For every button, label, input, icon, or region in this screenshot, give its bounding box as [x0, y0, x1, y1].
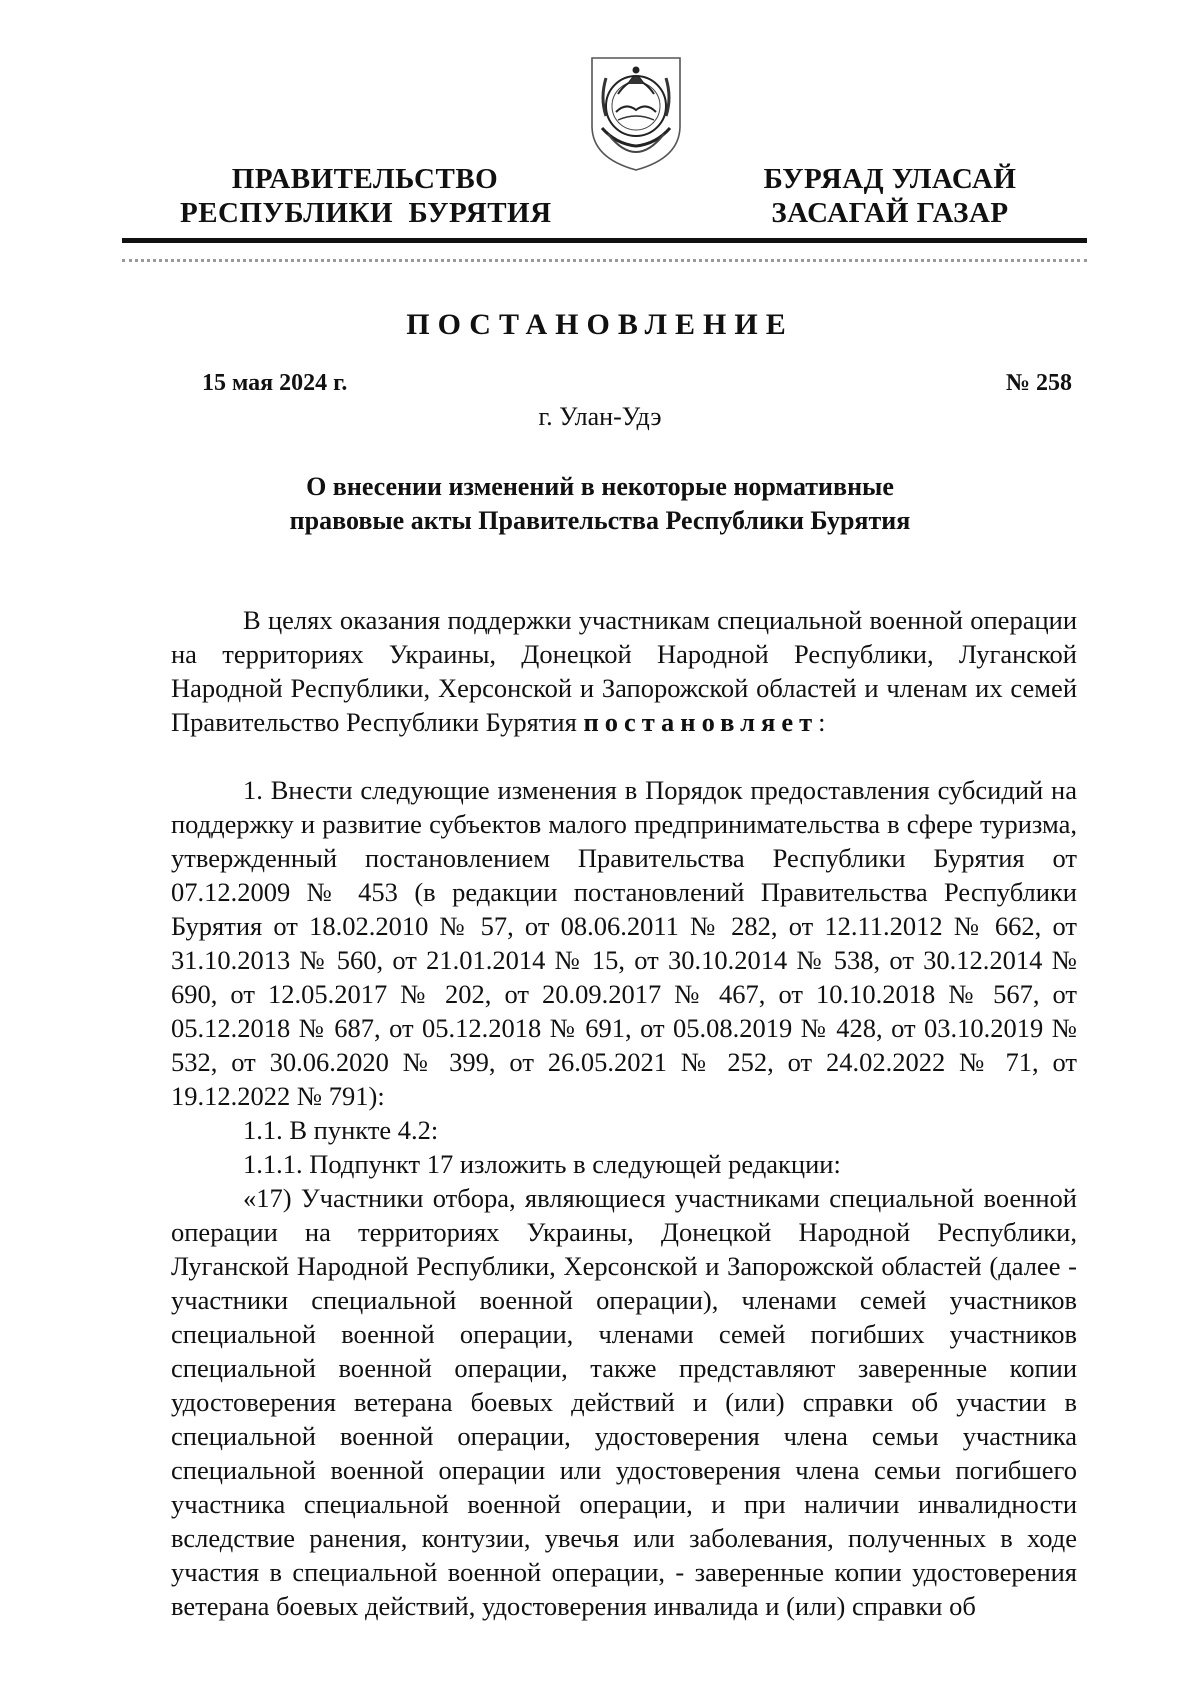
preamble-emphasis: постановляет — [583, 707, 819, 737]
document-title-line2: правовые акты Правительства Республики Бурятия — [289, 506, 911, 535]
document-title — [170, 470, 1030, 538]
preamble-paragraph — [171, 603, 1077, 739]
item-1-1-paragraph: 1.1. В пункте 4.2: — [243, 1115, 439, 1145]
org-name-buryat-line1: БУРЯАД УЛАСАЙ — [763, 163, 1017, 195]
document-date: 15 мая 2024 г. — [202, 370, 348, 396]
document-type: ПОСТАНОВЛЕНИЕ — [406, 308, 794, 341]
preamble-end: : — [818, 707, 826, 737]
item-1-paragraph: 1. Внести следующие изменения в Порядок предоставления субсидий на поддержку и развитие субъектов малого предпринимательства в сфере туризма, утвержденный постановлением Правительства Республики Бурятия от 07.12.2009 № 453 (в редакции постановлений Правительства Республики Бурятия от 18.02.2010 № 57, от 08.06.2011 № 282, от 12.11.2012 № 662, от 31.10.2013 № 560, от 21.01.2014 № 15, от 30.10.2014 № 538, от 30.12.2014 № 690, от 12.05.2017 № 202, от 20.09.2017 № 467, от 10.10.2018 № 567, от 05.12.2018 № 687, от 05.12.2018 № 691, от 05.08.2019 № 428, от 03.10.2019 № 532, от 30.06.2020 № 399, от 26.05.2021 № 252, от 24.02.2022 № 71, от 19.12.2022 № 791): — [171, 775, 1077, 1111]
document-title-line1: О внесении изменений в некоторые нормативные — [306, 472, 894, 501]
org-name-buryat — [750, 162, 1030, 230]
org-name-russian — [180, 162, 550, 230]
org-name-russian-line1: ПРАВИТЕЛЬСТВО — [231, 163, 499, 195]
org-name-buryat-line2: ЗАСАГАЙ ГАЗАР — [771, 197, 1009, 229]
org-name-russian-line2: РЕСПУБЛИКИ БУРЯТИЯ — [180, 197, 552, 229]
document-number: № 258 — [1005, 370, 1072, 396]
document-city: г. Улан-Удэ — [538, 402, 662, 431]
preamble-text: В целях оказания поддержки участникам специальной военной операции на территориях Украины, Донецкой Народной Республики, Луганской Народной Республики, Херсонской и Запорожской областей и членам их семей Правительство Республики Бурятия — [171, 605, 1077, 737]
document-body — [171, 603, 1077, 1623]
header-rule-dotted — [122, 259, 1087, 262]
header-rule-thick — [122, 238, 1087, 243]
quote-17-paragraph: «17) Участники отбора, являющиеся участниками специальной военной операции на территориях Украины, Донецкой Народной Республики, Луганской Народной Республики, Херсонской и Запорожской областей (далее - участники специальной военной операции), членами семей участников специальной военной операции, членами семей погибших участников специальной военной операции, также представляют заверенные копии удостоверения ветерана боевых действий и (или) справки об участии в специальной военной операции, удостоверения члена семьи участника специальной военной операции или удостоверения члена семьи погибшего участника специальной военной операции, и при наличии инвалидности вследствие ранения, контузии, увечья или заболевания, полученных в ходе участия в специальной военной операции, - заверенные копии удостоверения ветерана боевых действий, удостоверения инвалида и (или) справки об — [171, 1183, 1077, 1621]
coat-of-arms-icon — [588, 54, 684, 174]
item-1-1-1-paragraph: 1.1.1. Подпункт 17 изложить в следующей редакции: — [243, 1149, 841, 1179]
